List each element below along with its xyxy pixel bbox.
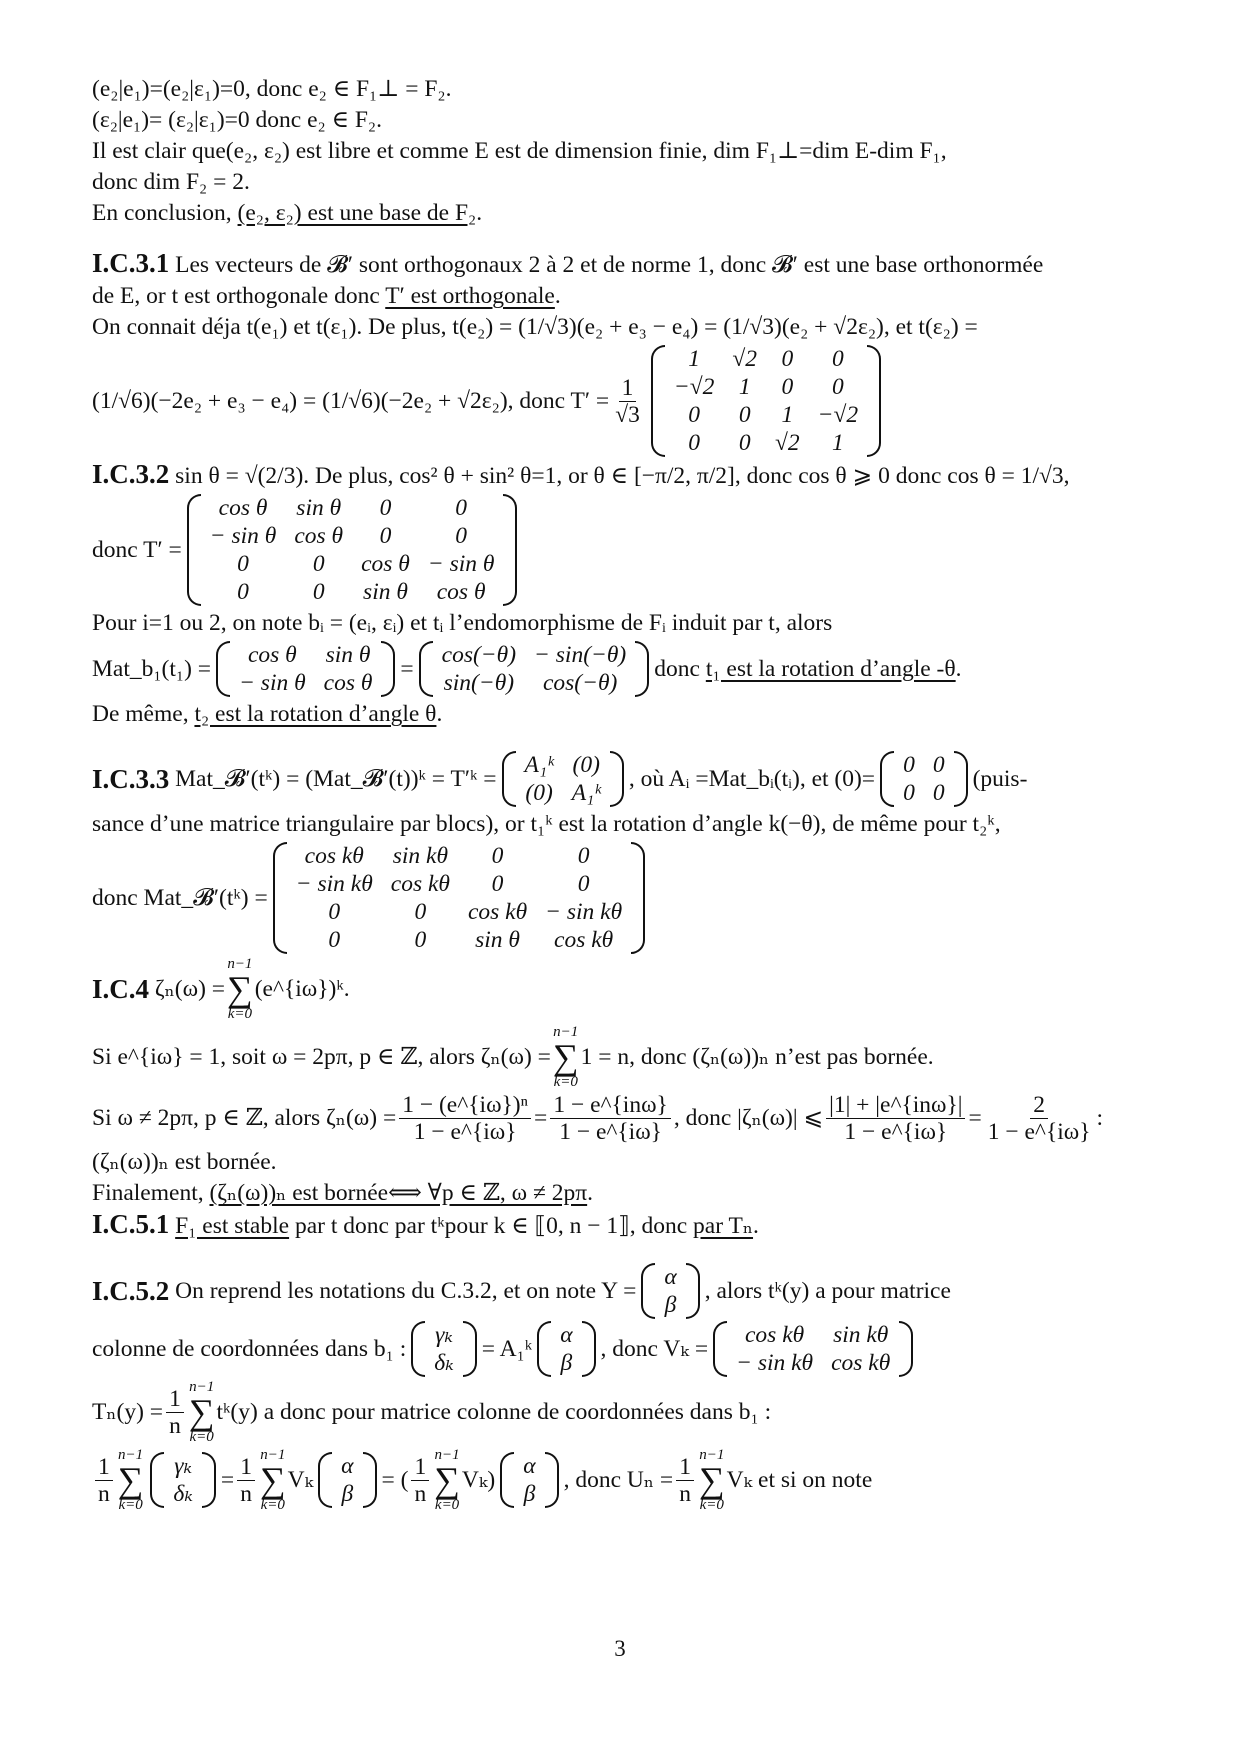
- matrix-cell: sin θ: [363, 579, 408, 605]
- matrix-cell: γₖ: [174, 1453, 193, 1479]
- fraction: $\frac{1}{n}$: [166, 1386, 184, 1439]
- matrix-cell: (0): [525, 780, 553, 806]
- matrix-cell: sin kθ: [833, 1322, 889, 1348]
- section-ic51: I.C.5.1 F₁ est stable par t donc par tᵏpour k ∈ ⟦0, n − 1⟧, donc par Tₙ.: [92, 1209, 759, 1239]
- vector-alpha-beta: [641, 1263, 699, 1319]
- matrix-cell: − sin(−θ): [534, 642, 627, 668]
- matrix-cell: − sin θ: [239, 670, 306, 696]
- matrix-cell: γₖ: [435, 1322, 453, 1348]
- matrix-cell: 0: [414, 927, 427, 953]
- matrix-block: [502, 751, 624, 807]
- matrix-cell: α: [523, 1453, 536, 1479]
- matrix-cell: 0: [832, 346, 844, 372]
- matrix-cell: sin kθ: [392, 843, 448, 869]
- matrix-cell: 0: [738, 402, 751, 428]
- matrix-cell: cos kθ: [304, 843, 364, 869]
- sum-sign: n−1 ∑ k=0: [259, 1447, 286, 1513]
- matrix-cell: δₖ: [434, 1350, 454, 1376]
- matrix-cell: sin(−θ): [443, 670, 515, 696]
- matrix-cell: 0: [312, 579, 325, 605]
- matrix-cell: 0: [312, 551, 325, 577]
- matrix-zero: [880, 751, 968, 807]
- matrix-line: (1/√6)(−2e₂ + e₃ − e₄) = (1/√6)(−2e₂ + √2ε₂), donc T′ = $\frac{1}{√3}$ 1 √2 0 0 −√2 1 0 0 0 0 1 −√2 0 0 √2 1: [92, 345, 1160, 457]
- vector-alpha-beta: [500, 1452, 558, 1508]
- text-line: (ε₂|e₁)= (ε₂|ε₁)=0 donc e₂ ∈ F₂.: [92, 107, 382, 133]
- section-label: I.C.5.2: [92, 1275, 170, 1306]
- matrix-cell: cos θ: [361, 551, 410, 577]
- matrix-cell: 0: [379, 495, 392, 521]
- matrix-cell: cos(−θ): [542, 670, 618, 696]
- sum-sign: n−1 ∑ k=0: [227, 956, 253, 1022]
- matrix-cell: 0: [903, 752, 915, 778]
- matrix-cell: cos θ: [294, 523, 344, 549]
- fraction: $\frac{1}{n}$: [676, 1454, 694, 1507]
- matrix-cell: 0: [688, 430, 700, 456]
- matrix-cell: 0: [781, 346, 794, 372]
- page-content: (e₂|e₁)=(e₂|ε₁)=0, donc e₂ ∈ F₁⊥ = F₂. (ε₂|e₁)= (ε₂|ε₁)=0 donc e₂ ∈ F₂. Il est clair que(e₂, ε₂) est libre et comme E est de dimension finie, dim F₁⊥=dim E-dim F₁, donc dim F₂ = 2. En conclusion, (e₂, ε₂) est une base de F₂. I.C.3.1 Les vecteurs de 𝓑′ sont orthogonaux 2 à 2 et de norme 1, donc 𝓑′ est une base orthonormée de E, or t est orthogonale donc T′ est orthogonale. On connait déja t(e₁) et t(ε₁). De plus, t(e₂) = (1/√3)(e₂ + e₃ − e₄) = (1/√3)(e₂ + √2ε₂), et t(ε₂) = (1/√6)(−2e₂ + e₃ − e₄) = (1/√6)(−2e₂ + √2ε₂), donc T′ = $\frac{1}{√3}$ 1 √2 0 0 −√2 1 0 0 0 0 1 −√2 0 0 √2 1 I.C.3.2 sin θ = √(2/3). De plus, cos² θ + sin² θ=1, or θ ∈ [−π/2, π/2], donc cos θ ⩾ 0 donc cos θ = 1/√3, donc T′ = cos θ sin θ 0 0 − sin θ cos θ 0 0 0 0 cos θ − sin θ 0 0 sin θ cos θ Pour i=1 ou 2, on note bᵢ = (eᵢ, εᵢ) et tᵢ l’endomorphisme de Fᵢ induit par t, alors Mat_b₁(t₁) = cos θ sin θ − sin θ cos θ = cos(−θ) − sin(−θ) sin(−θ) cos(−θ) donc t₁ est la rotation d’angle -θ . De même, t₂ est la rotation d’angle θ. I.C.3.3 Mat_𝓑′(tᵏ) = (Mat_𝓑′(t))ᵏ = T′ᵏ = A₁ᵏ (0) (0) A₁ᵏ , où Aᵢ =Mat_bᵢ(tᵢ), et (0)= 0 0 0 0 (puis- sance d’une matrice triangulaire par blocs), or t₁ᵏ est la rotation d’angle k(−θ), de même pour t₂ᵏ, donc Mat_𝓑′(tᵏ) = cos kθ sin kθ 0 0 − sin kθ cos kθ 0 0 0 0 cos kθ − sin kθ 0 0 sin θ cos kθ I.C.4 ζₙ(ω) = n−1 ∑ k=0 (e^{iω})ᵏ. Si e^{iω} = 1, soit ω = 2pπ, p ∈ ℤ, alors ζₙ(ω) = n−1 ∑ k=0 1 = n, donc (ζₙ(ω))ₙ n’est pas bornée. Si ω ≠ 2pπ, p ∈ ℤ, alors ζₙ(ω) = $\frac{\text{1 − (e\textasciicircum{}\{iω\})ⁿ}}{1 - e\^{}\{i\omega\}}$ = $\frac{\text{1 − e\textasciicircum{}\{inω\}}}{1 - e\^{}\{i\omega\}}$ , donc |ζₙ(ω)| ⩽ $\frac{\text{|1| + |e\textasciicircum{}\{inω\}|}}{1 - e\^{}\{i\omega\}}$ = $\frac{2}{1 - e\^{}\{i\omega\}}$ : (ζₙ(ω))ₙ est bornée. Finalement, (ζₙ(ω))ₙ est bornée⟺ ∀p ∈ ℤ, ω ≠ 2pπ. I.C.5.1 F₁ est stable par t donc par tᵏpour k ∈ ⟦0, n − 1⟧, donc par Tₙ. I.C.5.2 On reprend les notations du C.3.2, et on note Y = α β , alors tᵏ(y) a pour matrice colonne de coordonnées dans b₁ : γₖ δₖ = A₁ᵏ α β , donc Vₖ = cos kθ sin kθ − sin kθ cos kθ Tₙ(y) = $\frac{1}{n}$ n−1 ∑ k=0 tᵏ(y) a donc pour matrice colonne de coordonnées dans b₁ : $\frac{1}{n}$ n−1 ∑ k=0 γₖ δₖ = $\frac{1}{n}$ n−1 ∑ k=0 Vₖ α β = ( $\frac{1}{n}$ n−1 ∑ k=0 Vₖ) α β , donc Uₙ = $\frac{1}{n}$ n−1 ∑ k=0 Vₖ et si on note: [92, 74, 1160, 1515]
- matrix-cell: A₁ᵏ: [571, 780, 601, 806]
- section-label: I.C.5.1: [92, 1209, 170, 1239]
- vector-gamma-delta: [150, 1452, 216, 1508]
- result-underline: (ζₙ(ω))ₙ est bornée⟺ ∀p ∈ ℤ, ω ≠ 2pπ: [209, 1180, 588, 1206]
- matrix-cell: 1: [688, 346, 700, 372]
- matrix-cell: 0: [379, 523, 392, 549]
- matrix-cell: − sin θ: [209, 523, 277, 549]
- matrix-cell: 0: [738, 430, 751, 456]
- matrix-cell: cos kθ: [554, 927, 614, 953]
- matrix-cell: α: [341, 1453, 354, 1479]
- text-line: donc dim F₂ = 2.: [92, 169, 250, 195]
- matrix-cell: √2: [775, 430, 800, 456]
- section-label: I.C.3.3: [92, 763, 170, 794]
- sum-sign: n−1 ∑ k=0: [117, 1447, 144, 1513]
- matrix-cell: √2: [732, 346, 758, 372]
- formula-line: colonne de coordonnées dans b₁ : γₖ δₖ = A₁ᵏ α β , donc Vₖ = cos kθ sin kθ − sin kθ cos kθ: [92, 1321, 1160, 1377]
- matrix-cell: 0: [932, 752, 945, 778]
- result-underline: T′ est orthogonale: [385, 283, 555, 309]
- matrix-cell: 0: [491, 843, 504, 869]
- formula-line: Tₙ(y) = $\frac{1}{n}$ n−1 ∑ k=0 tᵏ(y) a donc pour matrice colonne de coordonnées dans b₁ :: [92, 1379, 772, 1445]
- fraction: $\frac{1}{√3}$: [615, 374, 640, 428]
- matrix-vk: [713, 1321, 913, 1377]
- matrix-cell: 1: [738, 374, 751, 400]
- matrix-cell: 0: [781, 374, 794, 400]
- matrix-cell: 0: [328, 899, 341, 925]
- matrix-rotation-neg: [419, 641, 650, 697]
- matrix-line: Mat_b₁(t₁) = cos θ sin θ − sin θ cos θ = cos(−θ) − sin(−θ) sin(−θ) cos(−θ) donc t₁ est la rotation d’angle -θ .: [92, 642, 962, 696]
- section-label: I.C.3.1: [92, 248, 170, 278]
- matrix-line: donc Mat_𝓑′(tᵏ) = cos kθ sin kθ 0 0 − sin kθ cos kθ 0 0 0 0 cos kθ − sin kθ 0 0 sin θ cos kθ: [92, 842, 1160, 954]
- matrix-cell: cos kθ: [831, 1350, 891, 1376]
- sum-sign: n−1 ∑ k=0: [552, 1024, 579, 1090]
- matrix-cell: 0: [832, 374, 844, 400]
- matrix-cell: sin θ: [475, 927, 520, 953]
- matrix-cell: 0: [414, 899, 427, 925]
- result-underline: par Tₙ: [693, 1213, 754, 1239]
- matrix-cell: 0: [932, 780, 945, 806]
- section-ic52: I.C.5.2 On reprend les notations du C.3.2, et on note Y = α β , alors tᵏ(y) a pour matrice: [92, 1264, 951, 1318]
- matrix-cell: − sin kθ: [736, 1350, 814, 1376]
- matrix-cell: −√2: [673, 374, 715, 400]
- fraction: $\frac{1}{n}$: [95, 1454, 113, 1507]
- matrix-cell: cos kθ: [745, 1322, 805, 1348]
- sum-sign: n−1 ∑ k=0: [698, 1447, 725, 1513]
- fraction: $\frac{1}{n}$: [411, 1454, 429, 1507]
- matrix-cell: β: [341, 1481, 354, 1507]
- matrix-cell: 0: [237, 551, 249, 577]
- formula-line: Si e^{iω} = 1, soit ω = 2pπ, p ∈ ℤ, alors ζₙ(ω) = n−1 ∑ k=0 1 = n, donc (ζₙ(ω))ₙ n’est pas bornée.: [92, 1024, 934, 1090]
- text-line: Il est clair que(e₂, ε₂) est libre et comme E est de dimension finie, dim F₁⊥=dim E-dim F₁,: [92, 138, 947, 164]
- matrix-cell: δₖ: [173, 1481, 193, 1507]
- sum-sign: n−1 ∑ k=0: [188, 1379, 215, 1445]
- fraction: $\frac{2}{1 - e\^{}\{i\omega\}}$: [987, 1092, 1091, 1145]
- section-ic4: I.C.4 ζₙ(ω) = n−1 ∑ k=0 (e^{iω})ᵏ.: [92, 956, 350, 1022]
- vector-alpha-beta: [318, 1452, 376, 1508]
- matrix-cell: − sin kθ: [295, 871, 373, 897]
- matrix-cell: 0: [688, 402, 700, 428]
- matrix-cell: 1: [781, 402, 794, 428]
- fraction: $\frac{1}{n}$: [237, 1454, 255, 1507]
- fraction: $\frac{\text{1 − (e\textasciicircum{}\{iω\})ⁿ}}{1 - e\^{}\{i\omega\}}$: [399, 1092, 531, 1145]
- matrix-cell: 0: [903, 780, 915, 806]
- section-label: I.C.4: [92, 973, 150, 1004]
- result-underline: t₂ est la rotation d’angle θ: [194, 701, 437, 727]
- vector-gamma-delta: [411, 1321, 477, 1377]
- conclusion-line: En conclusion, (e₂, ε₂) est une base de F₂.: [92, 200, 483, 226]
- conclusion-result: (e₂, ε₂) est une base de F₂: [237, 200, 477, 226]
- matrix-cell: 0: [577, 843, 590, 869]
- matrix-cell: sin θ: [325, 642, 371, 668]
- matrix-cell: α: [560, 1322, 573, 1348]
- matrix-cell: 0: [491, 871, 504, 897]
- text-line: On connait déja t(e₁) et t(ε₁). De plus, t(e₂) = (1/√3)(e₂ + e₃ − e₄) = (1/√3)(e₂ + √2ε₂), et t(ε₂) =: [92, 314, 978, 340]
- section-ic31: I.C.3.1 Les vecteurs de 𝓑′ sont orthogonaux 2 à 2 et de norme 1, donc 𝓑′ est une base orthonormée: [92, 248, 1044, 278]
- sum-sign: n−1 ∑ k=0: [434, 1447, 460, 1513]
- matrix-cell: α: [664, 1264, 677, 1290]
- text-line: sance d’une matrice triangulaire par blocs), or t₁ᵏ est la rotation d’angle k(−θ), de même pour t₂ᵏ,: [92, 811, 1001, 837]
- matrix-cell: β: [523, 1481, 536, 1507]
- matrix-t-prime: [651, 345, 881, 457]
- matrix-cell: −√2: [817, 402, 859, 428]
- fraction: $\frac{\text{|1| + |e\textasciicircum{}\{inω\}|}}{1 - e\^{}\{i\omega\}}$: [826, 1092, 965, 1145]
- matrix-cell: β: [664, 1292, 677, 1318]
- matrix-t-prime-theta: [187, 494, 518, 606]
- matrix-cell: − sin θ: [427, 551, 495, 577]
- text-line: Pour i=1 ou 2, on note bᵢ = (eᵢ, εᵢ) et tᵢ l’endomorphisme de Fᵢ induit par t, alors: [92, 610, 833, 636]
- matrix-rotation: [216, 641, 395, 697]
- text-line: (e₂|e₁)=(e₂|ε₁)=0, donc e₂ ∈ F₁⊥ = F₂.: [92, 76, 452, 102]
- matrix-cell: − sin kθ: [545, 899, 623, 925]
- section-ic33: I.C.3.3 Mat_𝓑′(tᵏ) = (Mat_𝓑′(t))ᵏ = T′ᵏ = A₁ᵏ (0) (0) A₁ᵏ , où Aᵢ =Mat_bᵢ(tᵢ), et (0)= 0 0 0 0 (puis-: [92, 752, 1028, 806]
- matrix-t-power-k: [273, 842, 645, 954]
- matrix-cell: A₁ᵏ: [524, 752, 554, 778]
- matrix-cell: β: [560, 1350, 573, 1376]
- matrix-cell: cos θ: [218, 495, 268, 521]
- result-underline: t₁ est la rotation d’angle -θ: [705, 655, 956, 682]
- formula-line: $\frac{1}{n}$ n−1 ∑ k=0 γₖ δₖ = $\frac{1}{n}$ n−1 ∑ k=0 Vₖ α β = ( $\frac{1}{n}$ n−1 ∑ k=0 Vₖ) α β , donc Uₙ = $\frac{1}{n}$ n−1 ∑ k=0 Vₖ et si on note: [92, 1447, 1160, 1513]
- matrix-cell: cos θ: [323, 670, 373, 696]
- matrix-cell: (0): [572, 752, 600, 778]
- formula-line: Si ω ≠ 2pπ, p ∈ ℤ, alors ζₙ(ω) = $\frac{\text{1 − (e\textasciicircum{}\{iω\})ⁿ}}{1 - e\^{}\{i\omega\}}$ = $\frac{\text{1 − e\textasciicircum{}\{inω\}}}{1 - e\^{}\{i\omega\}}$ , donc |ζₙ(ω)| ⩽ $\frac{\text{|1| + |e\textasciicircum{}\{inω\}|}}{1 - e\^{}\{i\omega\}}$ = $\frac{2}{1 - e\^{}\{i\omega\}}$ :: [92, 1092, 1104, 1145]
- matrix-cell: cos θ: [247, 642, 297, 668]
- vector-alpha-beta: [537, 1321, 595, 1377]
- result-underline: F₁ est stable: [175, 1213, 290, 1239]
- text-line: (ζₙ(ω))ₙ est bornée.: [92, 1149, 277, 1175]
- matrix-cell: 0: [455, 523, 467, 549]
- matrix-cell: cos kθ: [467, 899, 528, 925]
- matrix-cell: 1: [832, 430, 844, 456]
- section-label: I.C.3.2: [92, 459, 170, 489]
- matrix-cell: 0: [577, 871, 590, 897]
- matrix-cell: cos θ: [436, 579, 486, 605]
- matrix-cell: 0: [237, 579, 249, 605]
- fraction: $\frac{\text{1 − e\textasciicircum{}\{inω\}}}{1 - e\^{}\{i\omega\}}$: [550, 1092, 671, 1145]
- section-ic32: I.C.3.2 sin θ = √(2/3). De plus, cos² θ + sin² θ=1, or θ ∈ [−π/2, π/2], donc cos θ ⩾ 0 donc cos θ = 1/√3,: [92, 459, 1070, 489]
- matrix-cell: 0: [455, 495, 467, 521]
- page-number: 3: [614, 1636, 626, 1661]
- matrix-cell: sin θ: [296, 495, 342, 521]
- matrix-cell: cos(−θ): [441, 642, 517, 668]
- matrix-cell: 0: [328, 927, 341, 953]
- matrix-line: donc T′ = cos θ sin θ 0 0 − sin θ cos θ 0 0 0 0 cos θ − sin θ 0 0 sin θ cos θ: [92, 494, 1160, 606]
- matrix-cell: cos kθ: [390, 871, 450, 897]
